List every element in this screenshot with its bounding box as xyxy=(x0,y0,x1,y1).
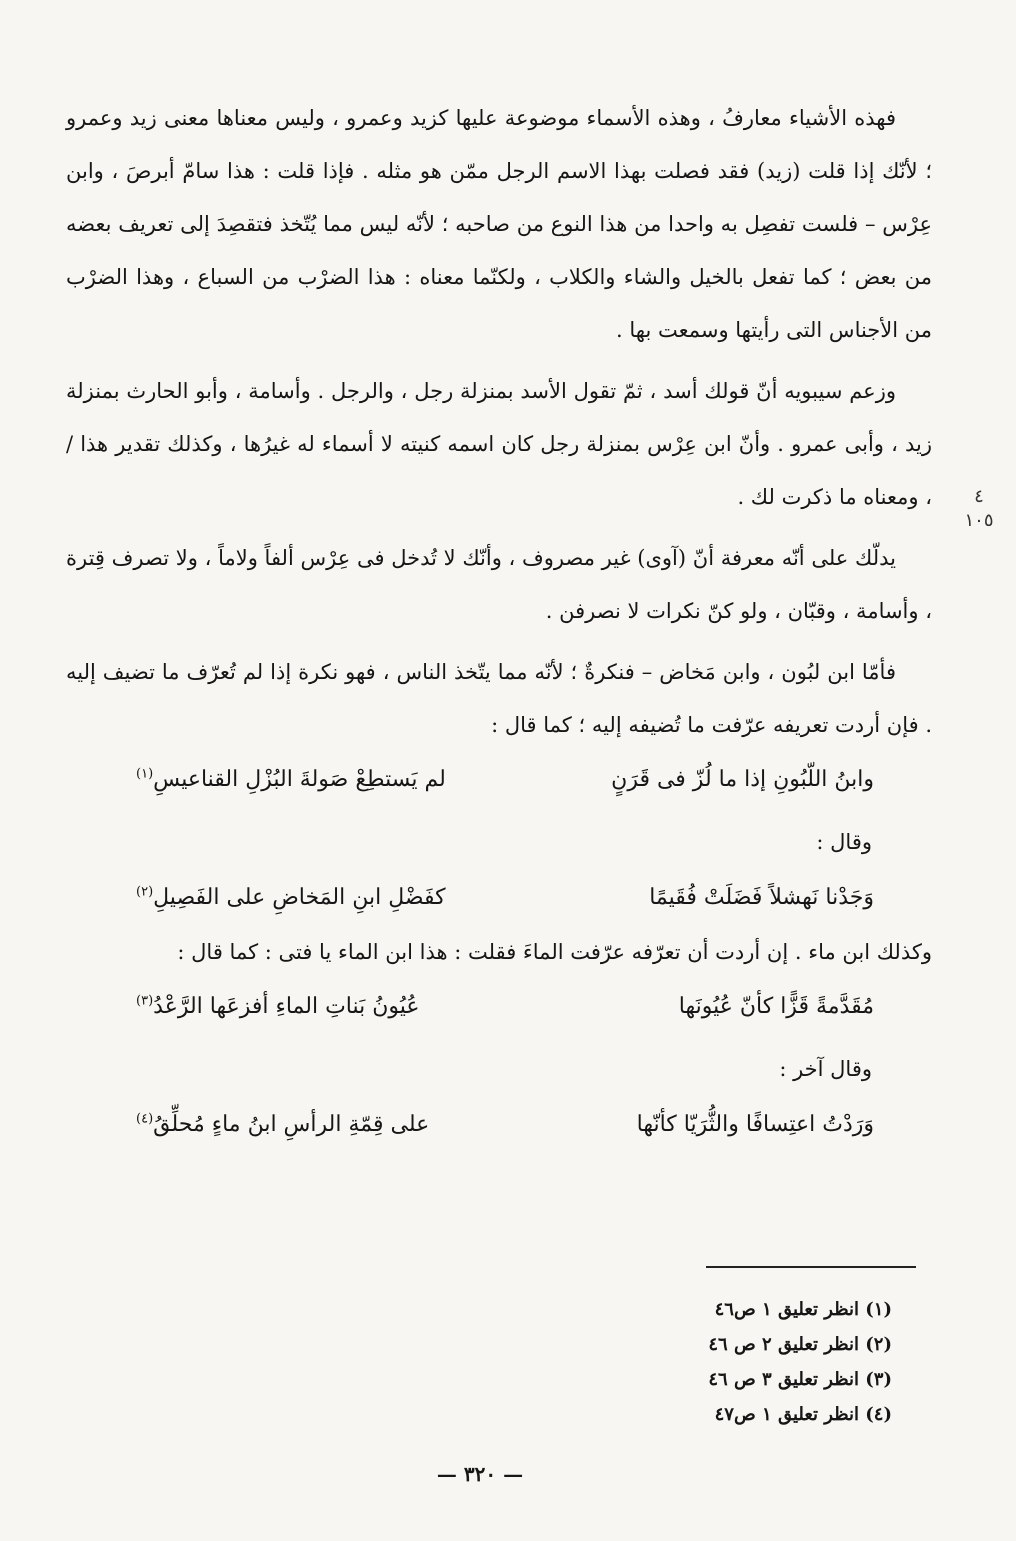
footnote-2: (٢) انظر تعليق ٢ ص ٤٦ xyxy=(708,1334,892,1355)
verse-3-second-text: عُيُونُ بَناتِ الماءِ أفزعَها الرَّعْدُ xyxy=(153,994,420,1019)
verse-1-second-hemistich xyxy=(136,752,446,808)
verse-1-first-hemistich: وابنُ اللّبُونِ إذا ما لُزّ فى قَرَنٍ xyxy=(611,767,874,792)
paragraph-1: فهذه الأشياء معارفُ ، وهذه الأسماء موضوعة عليها كزيد وعمرو ، وليس معناها معنى زيد وعمرو ؛ لأنّك إذا قلت (زيد) فقد فصلت بهذا الاسم الرجل ممّن هو مثله . فإذا قلت : هذا سامّ أبرصَ ، وابن عِرْس – فلست تفصِل به واحدا من هذا النوع من صاحبه ؛ لأنّه ليس مما يُتّخذ فتقصِدَ إلى تعريف بعضه من بعض ؛ كما تفعل بالخيل والشاء والكلاب ، ولكنّما معناه : هذا الضرْب من السباع ، وهذا الضرْب من الأجناس التى رأيتها وسمعت بها . xyxy=(66,106,932,342)
margin-volume: ٤ xyxy=(974,486,984,507)
verse-2 xyxy=(66,870,932,926)
verse-2-intro: وقال : xyxy=(816,830,872,854)
verse-2-second-text: كفَضْلِ ابنِ المَخاضِ على الفَصِيلِ xyxy=(153,885,446,910)
verse-1 xyxy=(66,752,932,808)
main-text xyxy=(66,92,932,1153)
page-number: — ٣٢٠ — xyxy=(436,1462,524,1486)
footnote-ref-4: (٤) xyxy=(136,1111,154,1127)
verse-3-first-hemistich: مُقَدَّمةً قَزًّا كأنّ عُيُونَها xyxy=(678,994,874,1019)
verse-4-second-text: على قِمّةِ الرأسِ ابنُ ماءٍ مُحلِّقُ xyxy=(153,1112,430,1137)
verse-2-first-hemistich: وَجَدْنا نَهشلاً فَضَلَتْ فُقَيمًا xyxy=(649,885,874,910)
verse-1-second-text: لم يَستطِعْ صَولةَ البُزْلِ القناعيسِ xyxy=(153,767,446,792)
margin-reference xyxy=(958,485,1000,533)
footnote-1: (١) انظر تعليق ١ ص٤٦ xyxy=(714,1299,892,1320)
verse-3-second-hemistich xyxy=(136,979,420,1035)
footnotes xyxy=(600,1292,892,1432)
verse-4-second-hemistich xyxy=(136,1097,429,1153)
paragraph-2: وزعم سيبويه أنّ قولك أسد ، ثمّ تقول الأسد بمنزلة رجل ، والرجل . وأسامة ، وأبو الحارث بمنزلة زيد ، وأبى عمرو . وأنّ ابن عِرْس بمنزلة رجل كان اسمه كنيته لا أسماء له غيرُها ، وكذلك تقدير هذا / ، ومعناه ما ذكرت لك . xyxy=(66,379,932,509)
footnote-ref-1: (١) xyxy=(136,766,154,782)
verse-4 xyxy=(66,1097,932,1153)
paragraph-5: وكذلك ابن ماء . إن أردت أن تعرّفه عرّفت الماءَ فقلت : هذا ابن الماء يا فتى : كما قال : xyxy=(177,940,932,964)
margin-page: ١٠٥ xyxy=(964,510,994,531)
verse-4-first-hemistich: وَرَدْتُ اعتِسافًا والثُّرَيّا كأنّها xyxy=(636,1112,874,1137)
footnote-divider xyxy=(706,1266,916,1268)
verse-3 xyxy=(66,979,932,1035)
footnote-ref-3: (٣) xyxy=(136,993,154,1009)
footnote-ref-2: (٢) xyxy=(136,884,154,900)
footnote-3: (٣) انظر تعليق ٣ ص ٤٦ xyxy=(708,1369,892,1390)
verse-2-second-hemistich xyxy=(136,870,446,926)
verse-4-intro: وقال آخر : xyxy=(779,1057,872,1081)
paragraph-4: فأمّا ابن لبُون ، وابن مَخاض – فنكرةٌ ؛ لأنّه مما يتّخذ الناس ، فهو نكرة إذا لم تُعرّف ما تضيف إليه . فإن أردت تعريفه عرّفت ما تُضيفه إليه ؛ كما قال : xyxy=(66,660,932,737)
paragraph-3: يدلّك على أنّه معرفة أنّ (آوى) غير مصروف ، وأنّك لا تُدخل فى عِرْس ألفاً ولاماً ، ولا تصرف قِترة ، وأسامة ، وقبّان ، ولو كنّ نكرات لا نصرفن . xyxy=(66,546,932,623)
footnote-4: (٤) انظر تعليق ١ ص٤٧ xyxy=(714,1404,892,1425)
